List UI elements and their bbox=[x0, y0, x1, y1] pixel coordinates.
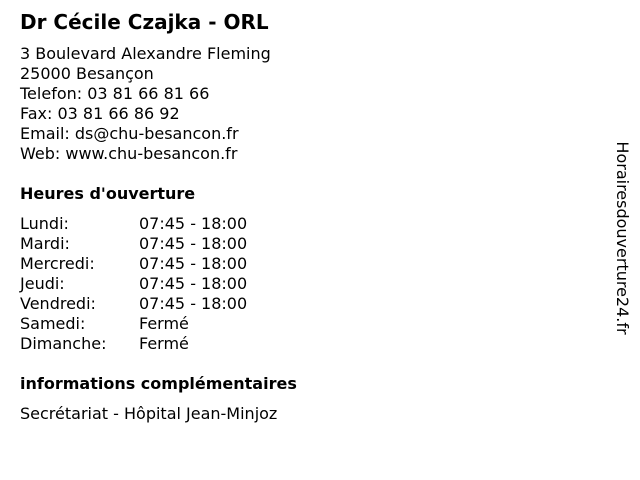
phone-number: Telefon: 03 81 66 81 66 bbox=[20, 84, 210, 103]
day-hours: 07:45 - 18:00 bbox=[139, 254, 248, 273]
hours-row-friday bbox=[20, 294, 247, 314]
hours-heading: Heures d'ouverture bbox=[20, 184, 196, 203]
day-hours: 07:45 - 18:00 bbox=[139, 234, 248, 253]
website-address: Web: www.chu-besancon.fr bbox=[20, 144, 238, 163]
additional-info-heading: informations complémentaires bbox=[20, 374, 297, 393]
day-hours: Fermé bbox=[139, 314, 189, 333]
brand-watermark: Horairesdouverture24.fr bbox=[613, 141, 632, 335]
day-label: Vendredi: bbox=[20, 294, 96, 313]
hours-row-thursday bbox=[20, 274, 247, 294]
day-label: Mardi: bbox=[20, 234, 70, 253]
hours-row-monday bbox=[20, 214, 247, 234]
additional-info-text: Secrétariat - Hôpital Jean-Minjoz bbox=[20, 404, 278, 423]
day-label: Lundi: bbox=[20, 214, 69, 233]
contact-block bbox=[20, 44, 271, 164]
hours-row-wednesday bbox=[20, 254, 247, 274]
hours-table bbox=[20, 214, 247, 354]
day-hours: 07:45 - 18:00 bbox=[139, 274, 248, 293]
address-city: 25000 Besançon bbox=[20, 64, 154, 83]
day-hours: Fermé bbox=[139, 334, 189, 353]
hours-row-saturday bbox=[20, 314, 247, 334]
fax-number: Fax: 03 81 66 86 92 bbox=[20, 104, 180, 123]
day-label: Mercredi: bbox=[20, 254, 95, 273]
day-label: Samedi: bbox=[20, 314, 86, 333]
address-street: 3 Boulevard Alexandre Fleming bbox=[20, 44, 271, 63]
email-address: Email: ds@chu-besancon.fr bbox=[20, 124, 239, 143]
day-hours: 07:45 - 18:00 bbox=[139, 294, 248, 313]
hours-row-tuesday bbox=[20, 234, 247, 254]
hours-row-sunday bbox=[20, 334, 247, 354]
day-label: Dimanche: bbox=[20, 334, 107, 353]
day-hours: 07:45 - 18:00 bbox=[139, 214, 248, 233]
doctor-title: Dr Cécile Czajka - ORL bbox=[20, 10, 269, 34]
day-label: Jeudi: bbox=[20, 274, 65, 293]
